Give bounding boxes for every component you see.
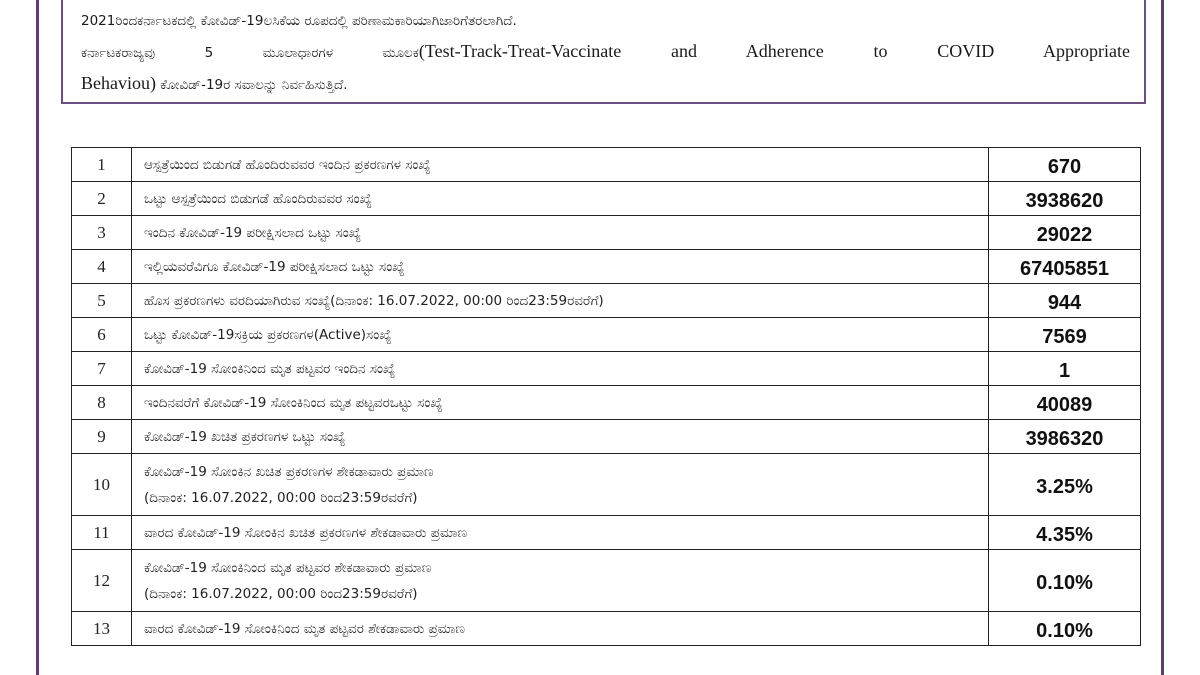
row-label bbox=[132, 612, 989, 646]
row-label bbox=[132, 250, 989, 284]
table-row bbox=[72, 550, 1141, 612]
notice-line-3-english: Behaviou) bbox=[81, 73, 156, 93]
notice-line-2-kannada: ಕರ್ನಾಟಕರಾಜ್ಯವು 5 ಮೂಲಾಧಾರಗಳ ಮೂಲಕ bbox=[81, 45, 419, 61]
row-label bbox=[132, 284, 989, 318]
table-row bbox=[72, 454, 1141, 516]
row-value: 40089 bbox=[989, 386, 1141, 420]
row-label-line: ವಾರದ ಕೋವಿಡ್-19 ಸೋಂಕಿನ ಖಚಿತ ಪ್ರಕರಣಗಳ ಶೇಕಡಾವಾರು ಪ್ರಮಾಣ bbox=[144, 524, 468, 541]
row-label-line: ಕೋವಿಡ್-19 ಸೋಂಕಿನಿಂದ ಮೃತ ಪಟ್ಟವರ ಇಂದಿನ ಸಂಖ್ಯೆ bbox=[144, 360, 396, 377]
row-value: 67405851 bbox=[989, 250, 1141, 284]
row-value: 3.25% bbox=[989, 454, 1141, 516]
row-label bbox=[132, 352, 989, 386]
row-value: 3986320 bbox=[989, 420, 1141, 454]
table-row bbox=[72, 148, 1141, 182]
covid-stats-table-body bbox=[72, 148, 1141, 646]
notice-line-2 bbox=[81, 36, 1130, 68]
table-row bbox=[72, 250, 1141, 284]
row-number: 3 bbox=[72, 216, 132, 250]
row-label-line: ಇಂದಿನವರೆಗೆ ಕೋವಿಡ್-19 ಸೋಂಕಿನಿಂದ ಮೃತ ಪಟ್ಟವರಒಟ್ಟು ಸಂಖ್ಯೆ bbox=[144, 394, 443, 411]
row-number: 13 bbox=[72, 612, 132, 646]
row-number: 5 bbox=[72, 284, 132, 318]
row-label-line: ಕೋವಿಡ್-19 ಖಚಿತ ಪ್ರಕರಣಗಳ ಒಟ್ಟು ಸಂಖ್ಯೆ bbox=[144, 428, 346, 445]
row-value: 0.10% bbox=[989, 612, 1141, 646]
row-label-line: ಇಂದಿನ ಕೋವಿಡ್-19 ಪರೀಕ್ಷಿಸಲಾದ ಒಟ್ಟು ಸಂಖ್ಯೆ bbox=[144, 224, 362, 241]
row-number: 2 bbox=[72, 182, 132, 216]
row-number: 1 bbox=[72, 148, 132, 182]
row-value: 7569 bbox=[989, 318, 1141, 352]
row-label-line: ಕೋವಿಡ್-19 ಸೋಂಕಿನಿಂದ ಮೃತ ಪಟ್ಟವರ ಶೇಕಡಾವಾರು ಪ್ರಮಾಣ bbox=[144, 559, 432, 576]
row-value: 670 bbox=[989, 148, 1141, 182]
row-number: 6 bbox=[72, 318, 132, 352]
table-row bbox=[72, 318, 1141, 352]
row-number: 8 bbox=[72, 386, 132, 420]
row-label-line: ಆಸ್ಪತ್ರೆಯಿಂದ ಬಿಡುಗಡೆ ಹೊಂದಿರುವವರ ಇಂದಿನ ಪ್ರಕರಣಗಳ ಸಂಖ್ಯೆ bbox=[144, 156, 431, 173]
table-row bbox=[72, 612, 1141, 646]
row-value: 29022 bbox=[989, 216, 1141, 250]
row-value: 3938620 bbox=[989, 182, 1141, 216]
row-value: 4.35% bbox=[989, 516, 1141, 550]
row-value: 1 bbox=[989, 352, 1141, 386]
row-label-line: ಹೊಸ ಪ್ರಕರಣಗಳು ವರದಿಯಾಗಿರುವ ಸಂಖ್ಯೆ(ದಿನಾಂಕ: 16.07.2022, 00:00 ರಿಂದ23:59ರವರೆಗೆ) bbox=[144, 292, 604, 309]
row-number: 9 bbox=[72, 420, 132, 454]
row-label-line: (ದಿನಾಂಕ: 16.07.2022, 00:00 ರಿಂದ23:59ರವರೆಗೆ) bbox=[144, 489, 418, 506]
table-row bbox=[72, 284, 1141, 318]
row-value: 0.10% bbox=[989, 550, 1141, 612]
row-label bbox=[132, 550, 989, 612]
row-value: 944 bbox=[989, 284, 1141, 318]
table-row bbox=[72, 386, 1141, 420]
covid-stats-table bbox=[71, 147, 1141, 646]
row-label bbox=[132, 386, 989, 420]
notice-line-3 bbox=[81, 68, 1130, 100]
row-label-line: (ದಿನಾಂಕ: 16.07.2022, 00:00 ರಿಂದ23:59ರವರೆಗೆ) bbox=[144, 585, 418, 602]
row-label bbox=[132, 216, 989, 250]
row-number: 10 bbox=[72, 454, 132, 516]
table-row bbox=[72, 216, 1141, 250]
row-number: 12 bbox=[72, 550, 132, 612]
row-label bbox=[132, 148, 989, 182]
row-label-line: ಒಟ್ಟು ಕೋವಿಡ್-19ಸಕ್ರಿಯ ಪ್ರಕರಣಗಳ(Active)ಸಂಖ್ಯೆ bbox=[144, 326, 392, 343]
notice-box bbox=[61, 0, 1146, 104]
notice-line-1: 2021ರಿಂದಕರ್ನಾಟಕದಲ್ಲಿ ಕೋವಿಡ್-19ಲಸಿಕೆಯ ರೂಪದಲ್ಲಿ ಪರಿಣಾಮಕಾರಿಯಾಗಿಜಾರಿಗೆತರಲಾಗಿದೆ. bbox=[81, 13, 517, 29]
row-label bbox=[132, 182, 989, 216]
row-label bbox=[132, 516, 989, 550]
table-row bbox=[72, 516, 1141, 550]
row-label bbox=[132, 318, 989, 352]
row-label bbox=[132, 420, 989, 454]
table-row bbox=[72, 182, 1141, 216]
row-label-line: ವಾರದ ಕೋವಿಡ್-19 ಸೋಂಕಿನಿಂದ ಮೃತ ಪಟ್ಟವರ ಶೇಕಡಾವಾರು ಪ್ರಮಾಣ bbox=[144, 620, 465, 637]
notice-line-3-kannada: ಕೋವಿಡ್-19ರ ಸವಾಲನ್ನು ನಿರ್ವಹಿಸುತ್ತಿದೆ. bbox=[155, 77, 348, 93]
table-row bbox=[72, 352, 1141, 386]
row-number: 4 bbox=[72, 250, 132, 284]
row-number: 11 bbox=[72, 516, 132, 550]
row-number: 7 bbox=[72, 352, 132, 386]
row-label-line: ಇಲ್ಲಿಯವರೆವಿಗೂ ಕೋವಿಡ್-19 ಪರೀಕ್ಷಿಸಲಾದ ಒಟ್ಟು ಸಂಖ್ಯೆ bbox=[144, 258, 405, 275]
row-label bbox=[132, 454, 989, 516]
table-row bbox=[72, 420, 1141, 454]
row-label-line: ಒಟ್ಟು ಆಸ್ಪತ್ರೆಯಿಂದ ಬಿಡುಗಡೆ ಹೊಂದಿರುವವರ ಸಂಖ್ಯೆ bbox=[144, 190, 372, 207]
notice-line-2-english: (Test-Track-Treat-Vaccinate and Adherence to COVID Appropriate bbox=[418, 41, 1130, 61]
row-label-line: ಕೋವಿಡ್-19 ಸೋಂಕಿನ ಖಚಿತ ಪ್ರಕರಣಗಳ ಶೇಕಡಾವಾರು ಪ್ರಮಾಣ bbox=[144, 463, 434, 480]
